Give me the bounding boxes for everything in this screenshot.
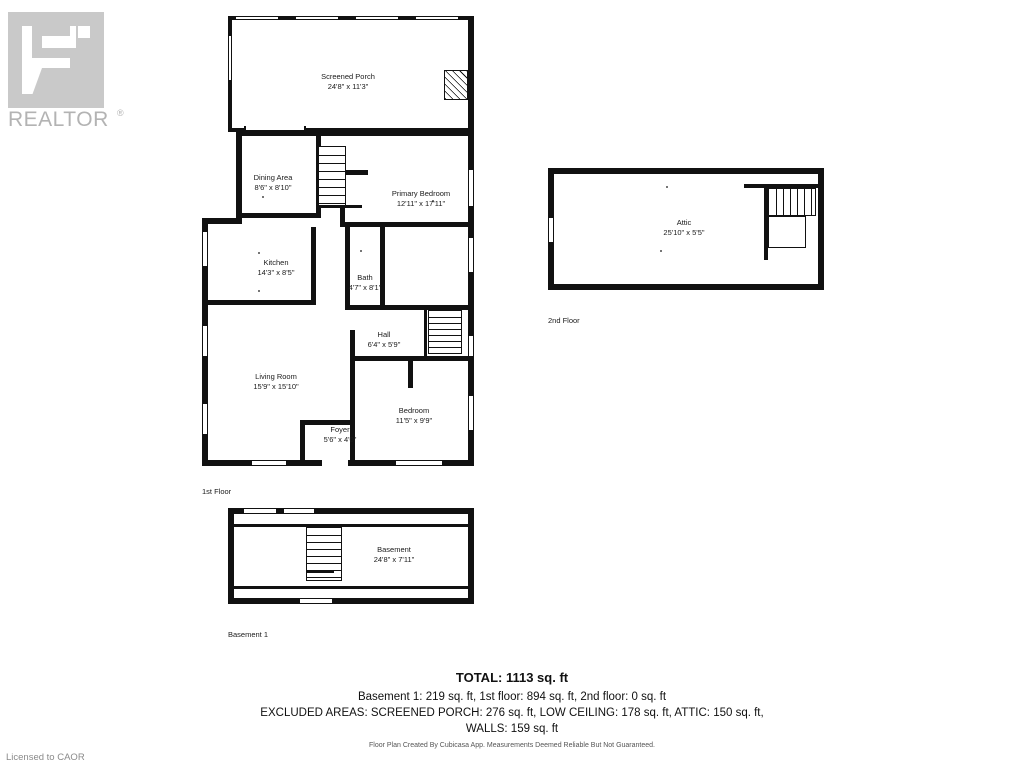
fixture-dot-3 — [258, 290, 260, 292]
room-label-bedroom: Bedroom 11'5" x 9'9" — [395, 406, 433, 425]
porch-window-2 — [296, 16, 338, 20]
room-label-attic: Attic 25'10" x 5'5" — [663, 218, 705, 237]
floor-caption-basement: Basement 1 — [228, 630, 269, 639]
room-label-bath: Bath 4'7" x 8'1" — [348, 273, 382, 292]
fixture-dot-5 — [360, 250, 362, 252]
house-window-bottom-2 — [396, 460, 442, 466]
wall-dining-bottom — [236, 213, 321, 218]
room-label-basement: Basement 24'8" x 7'11" — [373, 545, 415, 564]
realtor-logo — [8, 12, 132, 134]
attic-wall-top — [548, 168, 824, 174]
stair-wall-basement-left — [424, 308, 427, 356]
house-wall-left-jog — [202, 218, 242, 224]
house-window-right-3 — [468, 336, 474, 358]
staircase-first-floor — [318, 146, 346, 208]
porch-wall-right — [468, 16, 474, 132]
staircase-to-basement — [428, 310, 462, 354]
floor-caption-first: 1st Floor — [202, 487, 232, 496]
summary-total: TOTAL: 1113 sq. ft — [455, 670, 569, 685]
porch-window-3 — [356, 16, 398, 20]
attic-wall-bottom — [548, 284, 824, 290]
room-label-dining-area: Dining Area 8'6" x 8'10" — [253, 173, 293, 192]
house-wall-top — [236, 130, 474, 136]
basement-window-top-2 — [284, 508, 314, 514]
house-window-right-2 — [468, 238, 474, 272]
summary-walls: WALLS: 159 sq. ft — [465, 723, 559, 735]
porch-window-left — [228, 36, 232, 80]
wall-primary-bottom — [340, 222, 474, 227]
porch-window-1 — [236, 16, 278, 20]
room-label-foyer: Foyer 5'6" x 4'0" — [323, 425, 357, 444]
basement-stair-rail — [306, 570, 334, 573]
area-summary — [0, 670, 1024, 737]
staircase-attic — [768, 188, 816, 216]
realtor-logo-mark — [8, 12, 104, 108]
wall-kitchen-bottom — [208, 300, 316, 305]
basement-interior-wall — [234, 524, 474, 527]
wall-foyer-left — [300, 420, 305, 466]
attic-landing — [768, 216, 806, 248]
basement-wall-left — [228, 508, 234, 604]
attic-window-left — [548, 218, 554, 242]
room-label-hall: Hall 6'4" x 5'9" — [367, 330, 401, 349]
house-window-left-2 — [202, 326, 208, 356]
room-label-screened-porch: Screened Porch 24'8" x 11'3" — [321, 72, 375, 91]
attic-fixture-dot-2 — [660, 250, 662, 252]
house-window-bottom-1 — [252, 460, 286, 466]
realtor-logo-text: REALTOR — [8, 108, 109, 131]
house-window-left-3 — [202, 404, 208, 434]
wall-bath-right — [380, 227, 385, 309]
wall-living-right — [350, 361, 355, 466]
basement-window-bottom-1 — [300, 598, 332, 604]
basement-window-top-1 — [244, 508, 276, 514]
wall-bath-bottom — [345, 305, 385, 310]
summary-excluded: EXCLUDED AREAS: SCREENED PORCH: 276 sq. ft, LOW CEILING: 178 sq. ft, ATTIC: 150 sq. ft, — [260, 707, 764, 719]
porch-window-4 — [416, 16, 458, 20]
floor-caption-second: 2nd Floor — [548, 316, 580, 325]
room-label-living-room: Living Room 15'9" x 15'10" — [253, 372, 299, 391]
wall-bath-left — [345, 227, 350, 309]
room-label-primary-bedroom: Primary Bedroom 12'11" x 17'11" — [391, 189, 451, 208]
house-window-left-1 — [202, 232, 208, 266]
realtor-registered-mark: ® — [117, 108, 124, 118]
basement-wall-right — [468, 508, 474, 604]
license-text: Licensed to CAOR — [6, 752, 85, 763]
stair-rail-first-floor — [318, 205, 362, 208]
house-window-right-4 — [468, 396, 474, 430]
porch-hatch-detail — [444, 70, 468, 100]
wall-bedroom-top — [355, 356, 474, 361]
fixture-dot-2 — [258, 252, 260, 254]
fixture-dot-1 — [262, 196, 264, 198]
foyer-door-gap — [322, 459, 348, 467]
attic-fixture-dot-1 — [666, 186, 668, 188]
room-label-kitchen: Kitchen 14'3" x 8'5" — [257, 258, 295, 277]
summary-breakdown: Basement 1: 219 sq. ft, 1st floor: 894 sq. ft, 2nd floor: 0 sq. ft — [357, 691, 667, 703]
basement-interior-wall-bottom — [234, 586, 474, 589]
attic-wall-right — [818, 168, 824, 290]
disclaimer-text: Floor Plan Created By Cubicasa App. Measurements Deemed Reliable But Not Guaranteed. — [369, 742, 655, 749]
basement-wall-bottom — [228, 598, 474, 604]
